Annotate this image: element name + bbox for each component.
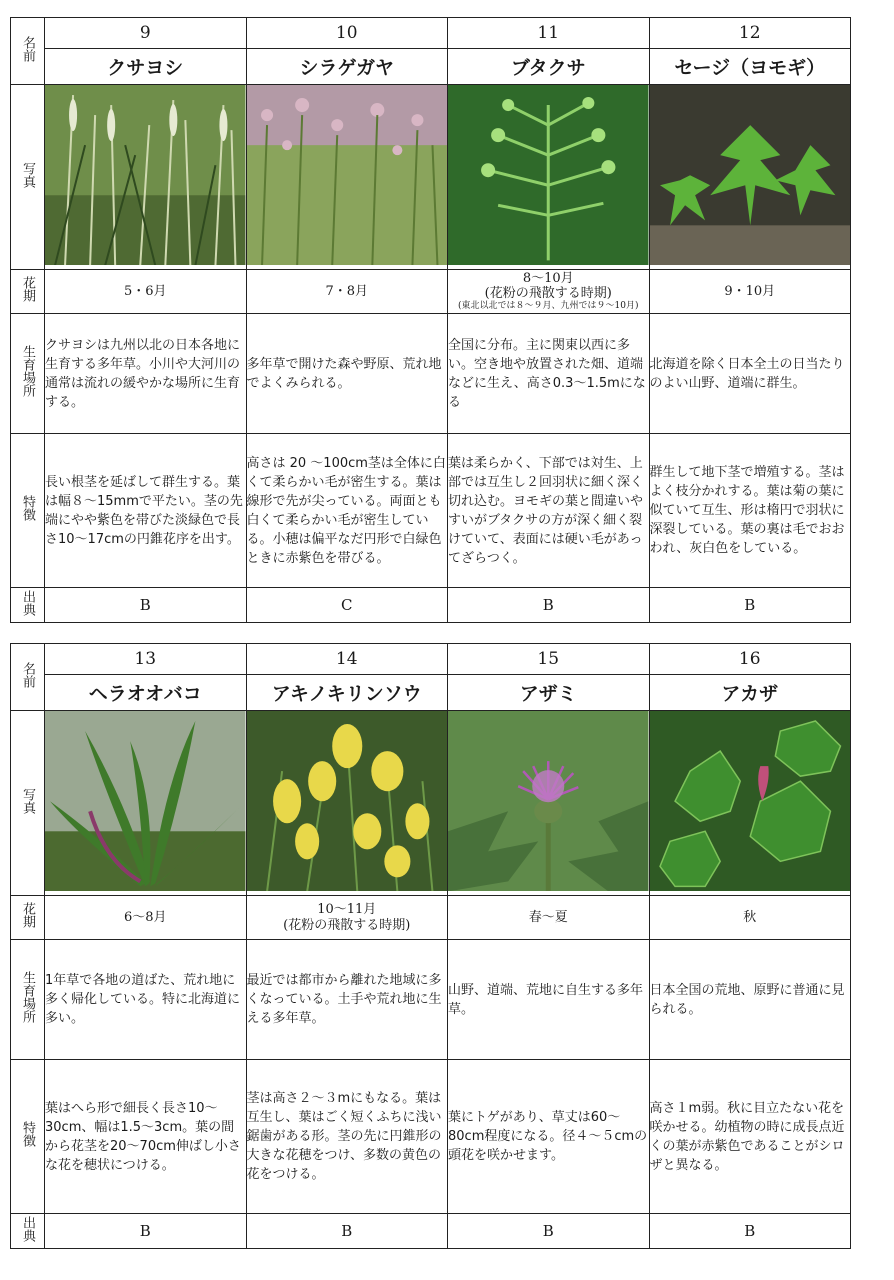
row-header-photo: 写真: [11, 85, 45, 270]
plant-number: 13: [45, 644, 247, 675]
plant-name: ヘラオオバコ: [45, 675, 247, 711]
leafy-herb-photo-icon: [650, 85, 851, 269]
plant-number: 15: [448, 644, 650, 675]
plant-photo: [649, 711, 851, 896]
plant-table-2: [10, 643, 851, 1249]
plant-number: 14: [246, 644, 448, 675]
thistle-photo-icon: [448, 711, 649, 895]
habitat-text: クサヨシは九州以北の日本各地に生育する多年草。小川や大河川の通常は流れの緩やかな場所に生育する。: [45, 314, 247, 434]
plant-name: セージ（ヨモギ）: [649, 49, 851, 85]
plant-name: アザミ: [448, 675, 650, 711]
habitat-text: 最近では都市から離れた地域に多くなっている。土手や荒れ地に生える多年草。: [246, 940, 448, 1060]
source-code: C: [246, 588, 448, 623]
goosefoot-photo-icon: [650, 711, 851, 895]
row-header-features: 特徴: [11, 1060, 45, 1214]
habitat-text: 北海道を除く日本全土の日当たりのよい山野、道端に群生。: [649, 314, 851, 434]
habitat-text: 全国に分布。主に関東以西に多い。空き地や放置された畑、道端などに生え、高さ0.3～1.5mになる: [448, 314, 650, 434]
plant-name: ブタクサ: [448, 49, 650, 85]
grass-photo-icon: [247, 85, 448, 269]
row-header-source: 出典: [11, 588, 45, 623]
bloom-period: 9・10月: [649, 270, 851, 314]
grass-photo-icon: [45, 85, 246, 269]
bloom-period: 春～夏: [448, 896, 650, 940]
source-code: B: [45, 588, 247, 623]
habitat-text: 1年草で各地の道ばた、荒れ地に多く帰化している。特に北海道に多い。: [45, 940, 247, 1060]
row-header-name: 名前: [11, 18, 45, 85]
features-text: 高さ１m弱。秋に目立たない花を咲かせる。幼植物の時に成長点近くの葉が赤紫色であることがシロザと異なる。: [649, 1060, 851, 1214]
row-header-features: 特徴: [11, 434, 45, 588]
bloom-period: 秋: [649, 896, 851, 940]
features-text: 葉は柔らかく、下部では対生、上部では互生し２回羽状に細く深く切れ込む。ヨモギの葉と間違いやすいがブタクサの方が深く細く裂けていて、表面には硬い毛があってざらつく。: [448, 434, 650, 588]
fern-leaf-photo-icon: [448, 85, 649, 269]
features-text: 葉にトゲがあり、草丈は60～80cm程度になる。径４～５cmの頭花を咲かせます。: [448, 1060, 650, 1214]
features-text: 高さは 20 ～100cm茎は全体に白くて柔らかい毛が密生する。葉は線形で先が尖っている。両面とも白くて柔らかい毛が密生している。小穂は偏平なだ円形で白緑色ときに赤紫色を帯びる。: [246, 434, 448, 588]
plant-photo: [448, 711, 650, 896]
bloom-period: 5・6月: [45, 270, 247, 314]
bloom-text: 8～10月 (花粉の飛散する時期): [484, 271, 612, 302]
row-header-habitat: 生育場所: [11, 940, 45, 1060]
features-text: 群生して地下茎で増殖する。茎はよく枝分かれする。葉は菊の葉に似ていて互生、形は楕円で羽状に深裂している。葉の裏は毛でおおわれ、灰白色をしている。: [649, 434, 851, 588]
habitat-text: 日本全国の荒地、原野に普通に見られる。: [649, 940, 851, 1060]
features-text: 葉はへら形で細長く長さ10～30cm、幅は1.5～3cm。葉の間から花茎を20～70cm伸ばし小さな花を穂状につける。: [45, 1060, 247, 1214]
source-code: B: [649, 588, 851, 623]
plantain-photo-icon: [45, 711, 246, 895]
row-header-source: 出典: [11, 1214, 45, 1249]
row-header-photo: 写真: [11, 711, 45, 896]
plant-photo: [45, 711, 247, 896]
plant-table-1: [10, 17, 851, 623]
habitat-text: 山野、道端、荒地に自生する多年草。: [448, 940, 650, 1060]
habitat-text: 多年草で開けた森や野原、荒れ地でよくみられる。: [246, 314, 448, 434]
plant-number: 12: [649, 18, 851, 49]
plant-number: 9: [45, 18, 247, 49]
source-code: B: [246, 1214, 448, 1249]
plant-number: 16: [649, 644, 851, 675]
plant-photo: [649, 85, 851, 270]
source-code: B: [45, 1214, 247, 1249]
source-code: B: [448, 1214, 650, 1249]
source-code: B: [649, 1214, 851, 1249]
bloom-note: (東北以北では８～９月、九州では９～10月): [458, 301, 639, 312]
features-text: 長い根茎を延ばして群生する。葉は幅８～15mmで平たい。茎の先端にやや紫色を帯びた淡緑色で長さ10～17cmの円錐花序を出す。: [45, 434, 247, 588]
row-header-habitat: 生育場所: [11, 314, 45, 434]
bloom-period: 6～8月: [45, 896, 247, 940]
plant-name: クサヨシ: [45, 49, 247, 85]
plant-name: シラゲガヤ: [246, 49, 448, 85]
plant-name: アキノキリンソウ: [246, 675, 448, 711]
bloom-period: 7・8月: [246, 270, 448, 314]
row-header-bloom: 花期: [11, 270, 45, 314]
bloom-period: [448, 270, 650, 314]
plant-photo: [246, 85, 448, 270]
row-header-name: 名前: [11, 644, 45, 711]
plant-photo: [45, 85, 247, 270]
bloom-period: [246, 896, 448, 940]
plant-photo: [246, 711, 448, 896]
row-header-bloom: 花期: [11, 896, 45, 940]
plant-number: 11: [448, 18, 650, 49]
plant-number: 10: [246, 18, 448, 49]
yellow-flower-photo-icon: [247, 711, 448, 895]
plant-name: アカザ: [649, 675, 851, 711]
plant-photo: [448, 85, 650, 270]
features-text: 茎は高さ２～３mにもなる。葉は互生し、葉はごく短くふちに浅い鋸歯がある形。茎の先に円錐形の大きな花穂をつけ、多数の黄色の花をつける。: [246, 1060, 448, 1214]
bloom-text: 10～11月 (花粉の飛散する時期): [283, 901, 411, 933]
source-code: B: [448, 588, 650, 623]
